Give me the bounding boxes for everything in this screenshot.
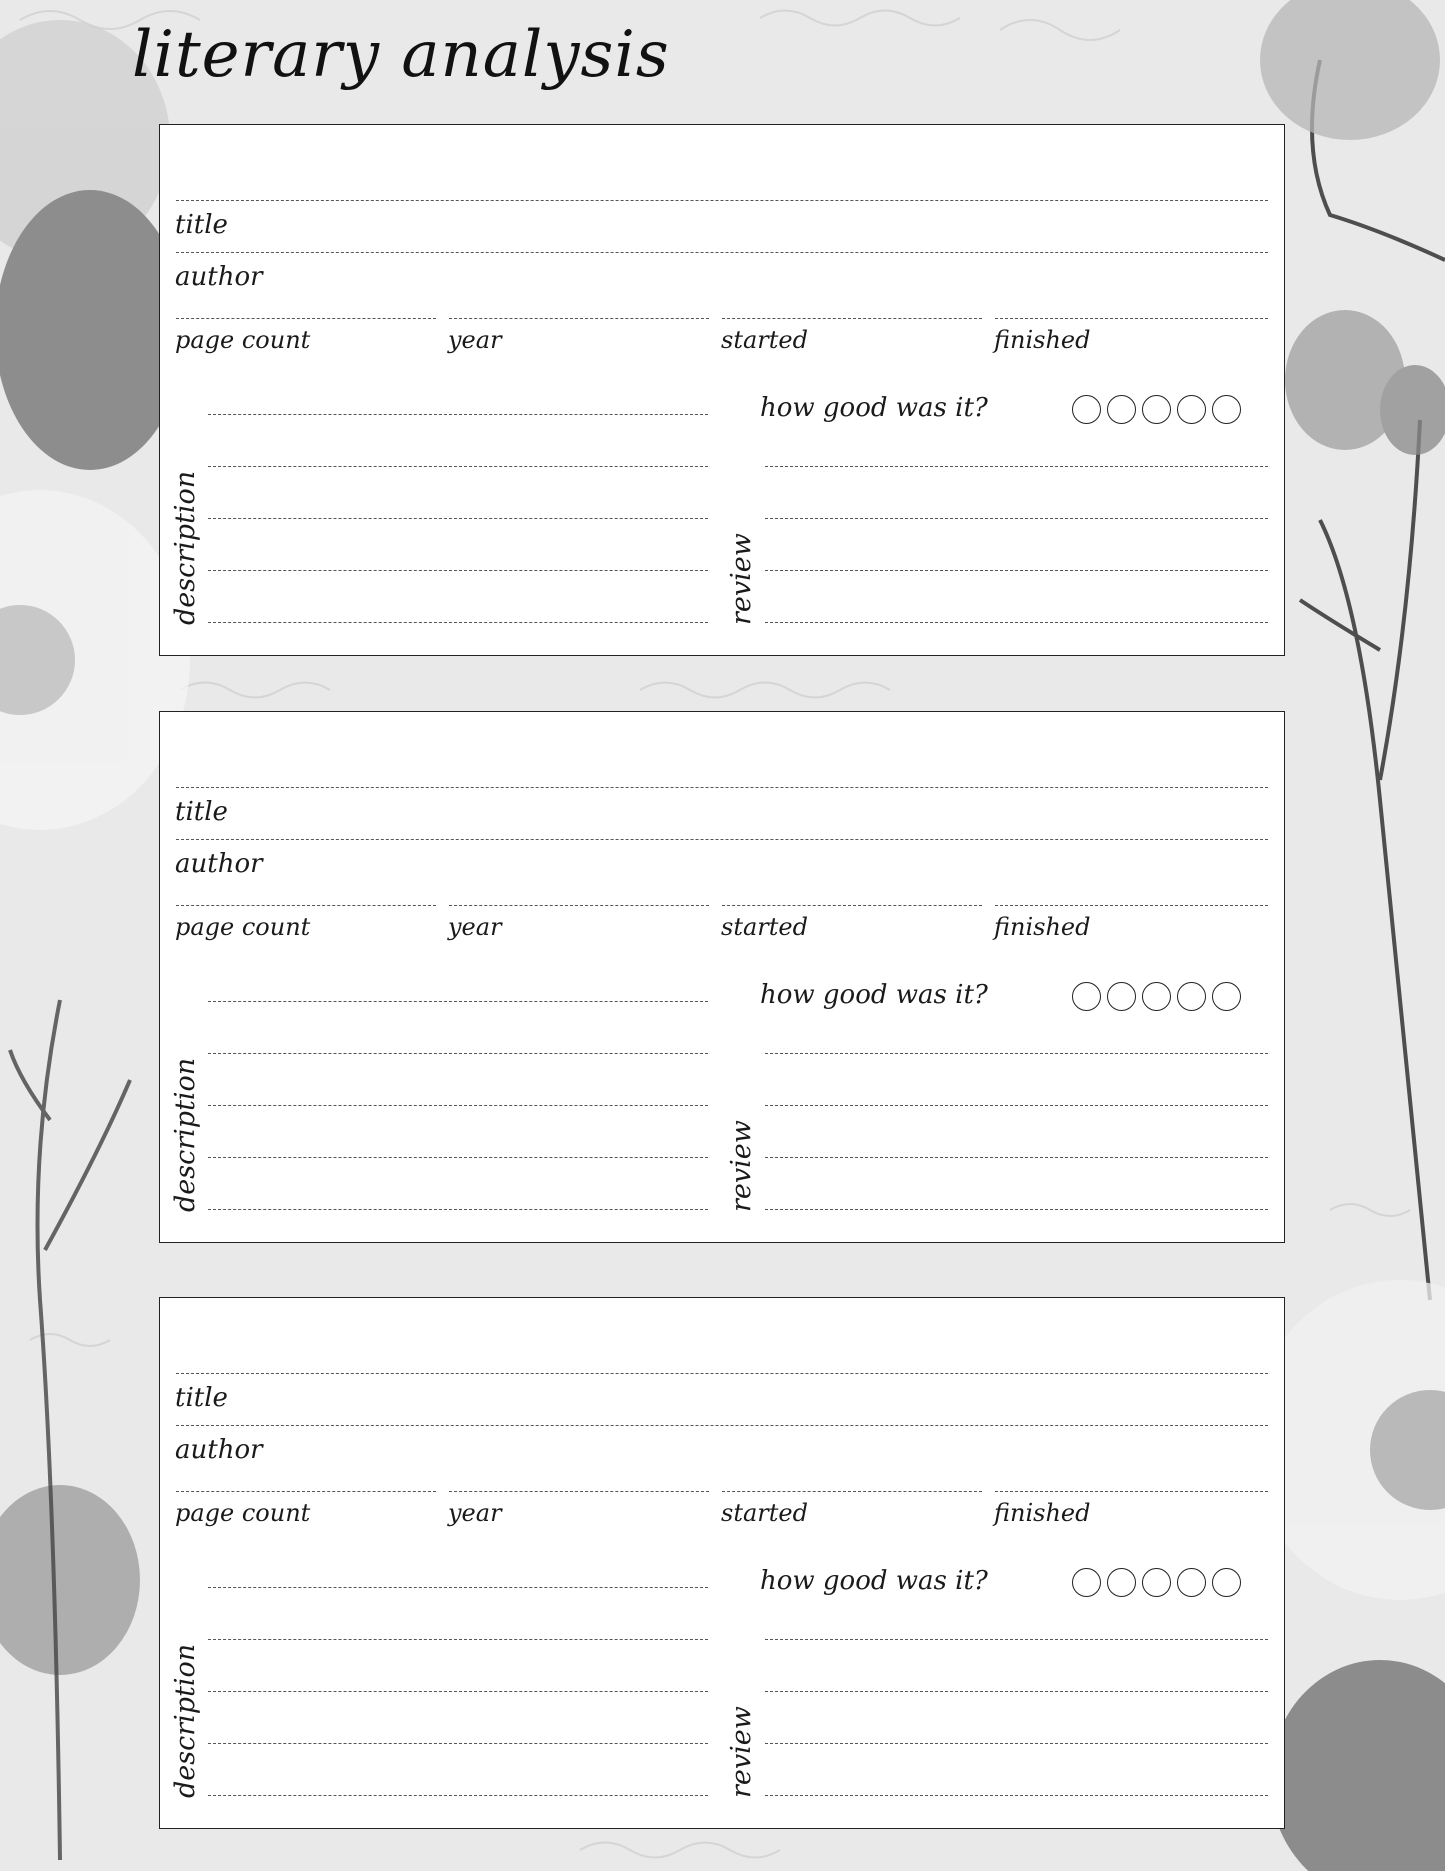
- description-line[interactable]: [208, 1105, 708, 1106]
- review-line[interactable]: [765, 1157, 1268, 1158]
- year-label: year: [448, 1499, 502, 1527]
- description-label: description: [170, 470, 201, 625]
- review-line[interactable]: [765, 1639, 1268, 1640]
- book-entry-card: [159, 124, 1285, 656]
- description-line[interactable]: [208, 414, 708, 415]
- year-line[interactable]: [449, 1491, 709, 1492]
- rating-circle[interactable]: [1212, 982, 1241, 1011]
- author-line[interactable]: [176, 252, 1268, 253]
- rating-circle[interactable]: [1177, 982, 1206, 1011]
- started-label: started: [721, 326, 808, 354]
- description-line[interactable]: [208, 1001, 708, 1002]
- rating-circles: [1072, 395, 1241, 424]
- rating-circle[interactable]: [1142, 982, 1171, 1011]
- finished-label: finished: [994, 326, 1091, 354]
- title-line[interactable]: [176, 200, 1268, 201]
- rating-circle[interactable]: [1072, 982, 1101, 1011]
- review-label: review: [726, 1706, 757, 1798]
- page-count-label: page count: [175, 326, 311, 354]
- description-line[interactable]: [208, 1587, 708, 1588]
- review-line[interactable]: [765, 622, 1268, 623]
- author-line[interactable]: [176, 1425, 1268, 1426]
- started-line[interactable]: [722, 1491, 982, 1492]
- year-label: year: [448, 913, 502, 941]
- rating-circle[interactable]: [1107, 982, 1136, 1011]
- book-entry-card: [159, 1297, 1285, 1829]
- finished-label: finished: [994, 913, 1091, 941]
- author-label: author: [175, 262, 263, 292]
- page-count-line[interactable]: [176, 1491, 436, 1492]
- rating-circle[interactable]: [1072, 395, 1101, 424]
- review-label: review: [726, 533, 757, 625]
- review-line[interactable]: [765, 1105, 1268, 1106]
- review-label: review: [726, 1120, 757, 1212]
- page-count-label: page count: [175, 913, 311, 941]
- rating-circle[interactable]: [1177, 395, 1206, 424]
- description-line[interactable]: [208, 1053, 708, 1054]
- rating-circle[interactable]: [1072, 1568, 1101, 1597]
- description-line[interactable]: [208, 1691, 708, 1692]
- book-entry-card: [159, 711, 1285, 1243]
- rating-circles: [1072, 982, 1241, 1011]
- rating-question: how good was it?: [760, 980, 988, 1010]
- description-line[interactable]: [208, 1209, 708, 1210]
- title-label: title: [175, 797, 228, 827]
- page-title: literary analysis: [132, 18, 670, 92]
- review-line[interactable]: [765, 570, 1268, 571]
- started-label: started: [721, 1499, 808, 1527]
- finished-line[interactable]: [995, 905, 1268, 906]
- title-line[interactable]: [176, 787, 1268, 788]
- review-line[interactable]: [765, 466, 1268, 467]
- rating-circle[interactable]: [1212, 395, 1241, 424]
- started-line[interactable]: [722, 905, 982, 906]
- review-line[interactable]: [765, 518, 1268, 519]
- rating-circle[interactable]: [1177, 1568, 1206, 1597]
- review-line[interactable]: [765, 1743, 1268, 1744]
- year-line[interactable]: [449, 318, 709, 319]
- description-line[interactable]: [208, 1639, 708, 1640]
- author-label: author: [175, 1435, 263, 1465]
- rating-circle[interactable]: [1107, 395, 1136, 424]
- rating-circle[interactable]: [1142, 1568, 1171, 1597]
- finished-line[interactable]: [995, 318, 1268, 319]
- page-count-line[interactable]: [176, 318, 436, 319]
- description-line[interactable]: [208, 1743, 708, 1744]
- title-label: title: [175, 210, 228, 240]
- finished-line[interactable]: [995, 1491, 1268, 1492]
- description-line[interactable]: [208, 1157, 708, 1158]
- description-line[interactable]: [208, 466, 708, 467]
- author-line[interactable]: [176, 839, 1268, 840]
- rating-question: how good was it?: [760, 1566, 988, 1596]
- started-line[interactable]: [722, 318, 982, 319]
- finished-label: finished: [994, 1499, 1091, 1527]
- review-line[interactable]: [765, 1795, 1268, 1796]
- review-line[interactable]: [765, 1209, 1268, 1210]
- rating-circles: [1072, 1568, 1241, 1597]
- started-label: started: [721, 913, 808, 941]
- description-label: description: [170, 1643, 201, 1798]
- page-count-label: page count: [175, 1499, 311, 1527]
- year-line[interactable]: [449, 905, 709, 906]
- year-label: year: [448, 326, 502, 354]
- title-line[interactable]: [176, 1373, 1268, 1374]
- description-line[interactable]: [208, 1795, 708, 1796]
- description-line[interactable]: [208, 518, 708, 519]
- description-line[interactable]: [208, 570, 708, 571]
- review-line[interactable]: [765, 1053, 1268, 1054]
- rating-circle[interactable]: [1107, 1568, 1136, 1597]
- description-label: description: [170, 1057, 201, 1212]
- rating-question: how good was it?: [760, 393, 988, 423]
- rating-circle[interactable]: [1212, 1568, 1241, 1597]
- rating-circle[interactable]: [1142, 395, 1171, 424]
- title-label: title: [175, 1383, 228, 1413]
- page-count-line[interactable]: [176, 905, 436, 906]
- description-line[interactable]: [208, 622, 708, 623]
- review-line[interactable]: [765, 1691, 1268, 1692]
- author-label: author: [175, 849, 263, 879]
